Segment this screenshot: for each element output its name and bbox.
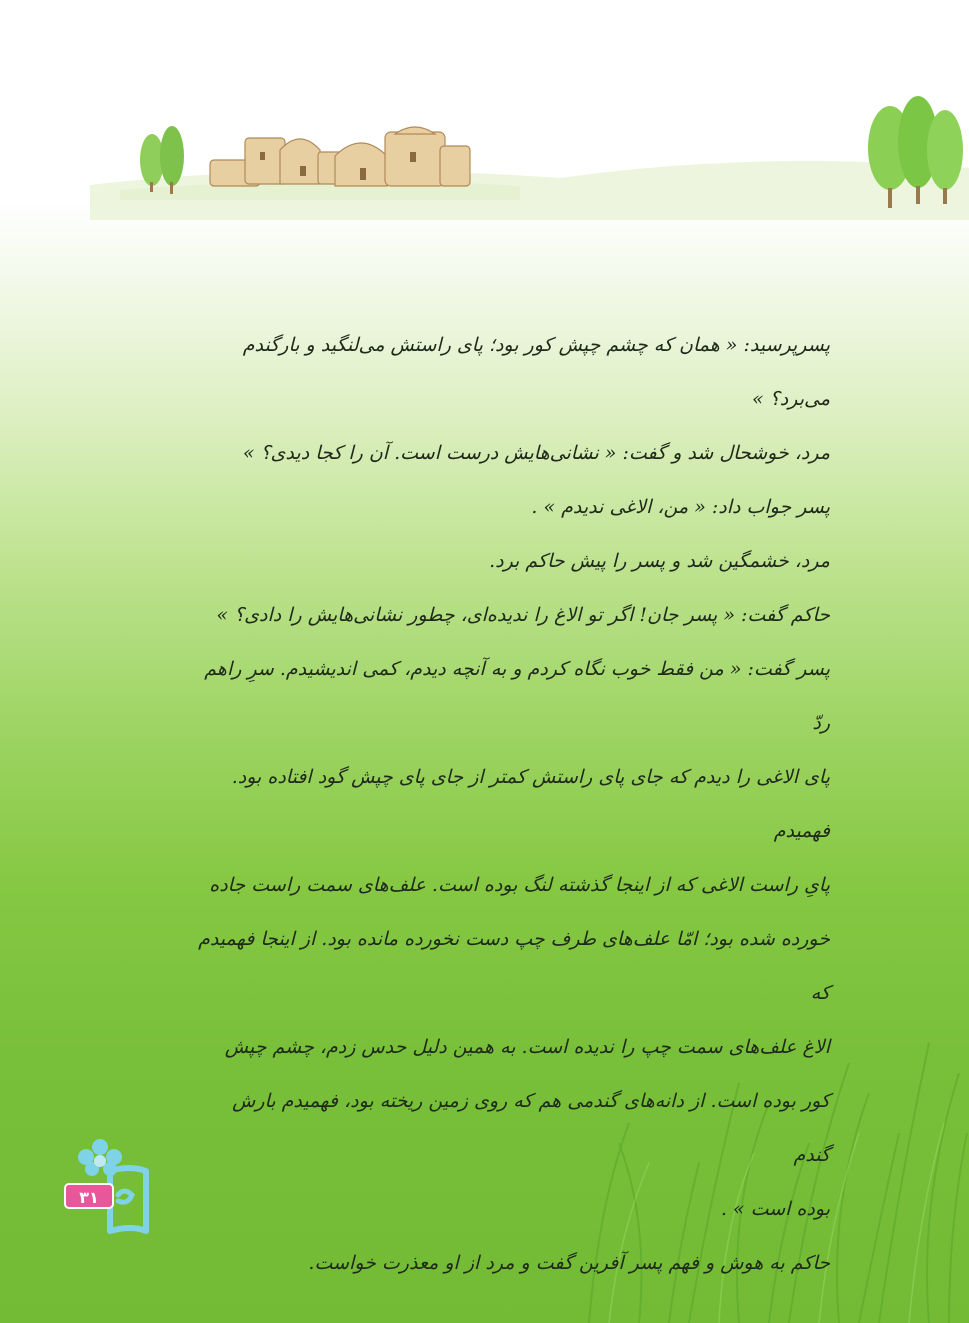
story-line: بوده است » . (720, 1198, 830, 1220)
story-line: پسر جواب داد: « من، الاغی ندیدم » . (531, 496, 830, 518)
story-line: پسر گفت: « من فقط خوب نگاه کردم و به آنچه دیدم، کمی اندیشیدم. سرِ راهم ردّ (204, 658, 830, 734)
story-text (190, 318, 830, 1290)
story-line: پایِ راست الاغی که از اینجا گذشته لنگ بوده است. علف‌های سمت راست جاده (209, 874, 830, 896)
story-line: کور بوده است. از دانه‌های گندمی هم که روی زمین ریخته بود، فهمیدم بارش گندم (232, 1090, 830, 1166)
story-line: حاکم گفت: « پسر جان! اگر تو الاغ را ندیده‌ای، چطور نشانی‌هایش را دادی؟ » (216, 604, 830, 626)
story-line: الاغ علف‌های سمت چپ را ندیده است. به همین دلیل حدس زدم، چشم چپش (224, 1036, 830, 1058)
story-line: خورده شده بود؛ امّا علف‌های طرف چپ دست نخورده مانده بود. از اینجا فهمیدم که (198, 928, 830, 1004)
story-line: پسرپرسید: « همان که چشم چپش کور بود؛ پای راستش می‌لنگید و بارگندم می‌برد؟ » (242, 334, 830, 410)
story-line: مرد، خوشحال شد و گفت: « نشانی‌هایش درست است. آن را کجا دیدی؟ » (242, 442, 830, 464)
village-landscape-illustration (0, 90, 969, 220)
story-line: پای الاغی را دیدم که جای پای راستش کمتر از جای پای چپش گود افتاده بود. فهمیدم (231, 766, 830, 842)
story-line: مرد، خشمگین شد و پسر را پیش حاکم برد. (489, 550, 830, 572)
story-line: حاکم به هوش و فهم پسر آفرین گفت و مرد از او معذرت خواست. (308, 1252, 830, 1274)
page-number-badge: ۳۱ (64, 1183, 114, 1209)
village-houses-icon (210, 127, 470, 186)
